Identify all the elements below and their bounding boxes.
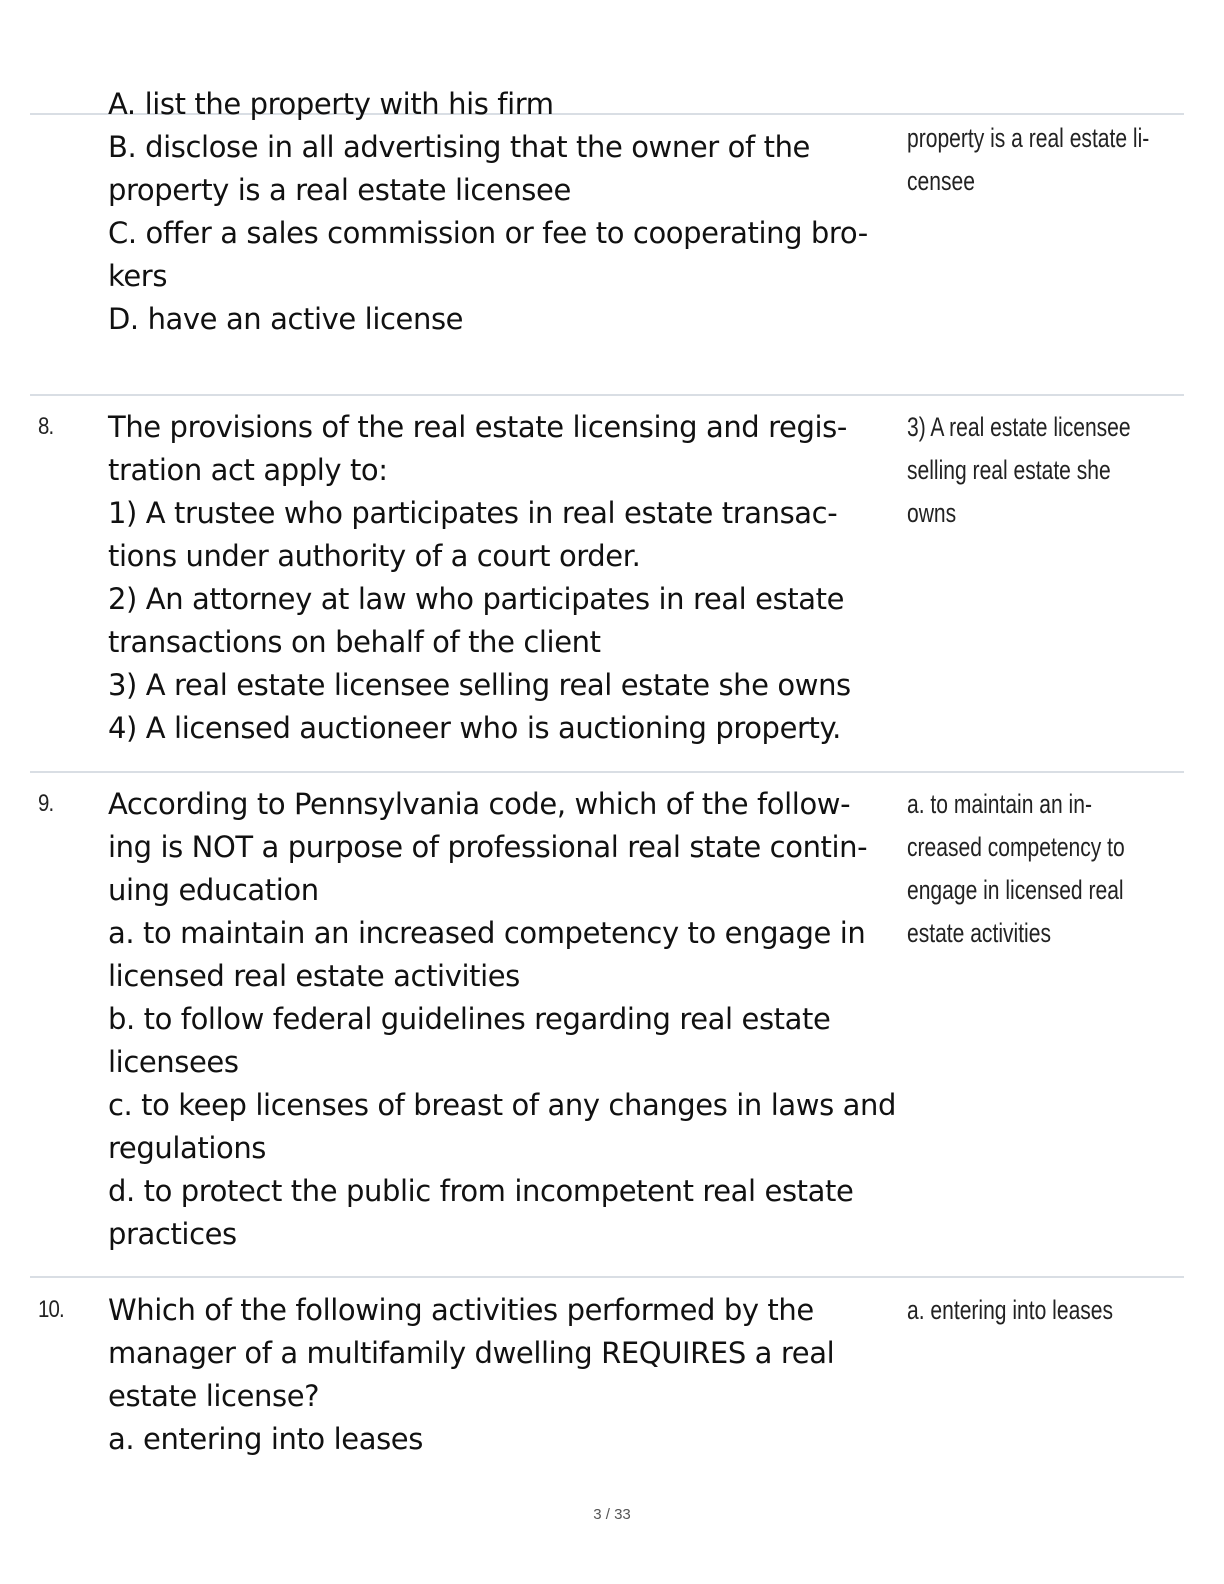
question-10-text [108, 1289, 903, 1461]
divider-before-9 [30, 771, 1184, 773]
question-7-options [108, 83, 903, 341]
question-line: transactions on behalf of the client [108, 625, 601, 659]
question-line: ing is NOT a purpose of professional real state contin- [108, 830, 868, 864]
question-line: Which of the following activities performed by the [108, 1293, 814, 1327]
answer-line: selling real estate she [907, 455, 1111, 485]
question-9-text [108, 783, 903, 1256]
question-line: licensed real estate activities [108, 959, 520, 993]
answer-line: estate activities [907, 918, 1051, 948]
question-line: estate license? [108, 1379, 320, 1413]
question-line: a. entering into leases [108, 1422, 423, 1456]
divider-before-10 [30, 1276, 1184, 1278]
answer-line: censee [907, 166, 975, 196]
question-10-answer [907, 1289, 1157, 1332]
answer-line: engage in licensed real [907, 875, 1124, 905]
question-line: tration act apply to: [108, 453, 388, 487]
question-line: a. to maintain an increased competency to engage in [108, 916, 866, 950]
question-line: 2) An attorney at law who participates in real estate [108, 582, 845, 616]
option-line: A. list the property with his firm [108, 87, 554, 121]
question-line: licensees [108, 1045, 239, 1079]
question-8-text [108, 406, 903, 750]
question-line: The provisions of the real estate licensing and regis- [108, 410, 847, 444]
question-line: b. to follow federal guidelines regarding real estate [108, 1002, 831, 1036]
question-number: 9. [38, 790, 54, 817]
question-number: 10. [38, 1296, 64, 1323]
question-8-answer [907, 406, 1157, 535]
question-9-answer [907, 783, 1157, 955]
question-line: 3) A real estate licensee selling real estate she owns [108, 668, 851, 702]
question-line: d. to protect the public from incompetent real estate [108, 1174, 854, 1208]
question-line: 4) A licensed auctioneer who is auctioning property. [108, 711, 841, 745]
option-line: property is a real estate licensee [108, 173, 571, 207]
question-line: uing education [108, 873, 319, 907]
option-line: C. offer a sales commission or fee to cooperating bro- [108, 216, 868, 250]
answer-line: owns [907, 498, 957, 528]
question-number: 8. [38, 413, 54, 440]
question-line: regulations [108, 1131, 267, 1165]
answer-line: property is a real estate li- [907, 123, 1150, 153]
question-line: According to Pennsylvania code, which of the follow- [108, 787, 851, 821]
question-line: manager of a multifamily dwelling REQUIRES a real [108, 1336, 835, 1370]
question-line: 1) A trustee who participates in real estate transac- [108, 496, 838, 530]
page-number: 3 / 33 [593, 1506, 631, 1523]
answer-line: 3) A real estate licensee [907, 412, 1131, 442]
question-line: c. to keep licenses of breast of any changes in laws and [108, 1088, 896, 1122]
answer-line: creased competency to [907, 832, 1125, 862]
question-line: practices [108, 1217, 237, 1251]
question-7-answer [907, 117, 1157, 203]
option-line: D. have an active license [108, 302, 464, 336]
option-line: B. disclose in all advertising that the owner of the [108, 130, 810, 164]
answer-line: a. entering into leases [907, 1295, 1114, 1325]
answer-line: a. to maintain an in- [907, 789, 1092, 819]
question-line: tions under authority of a court order. [108, 539, 641, 573]
divider-before-8 [30, 394, 1184, 396]
option-line: kers [108, 259, 168, 293]
